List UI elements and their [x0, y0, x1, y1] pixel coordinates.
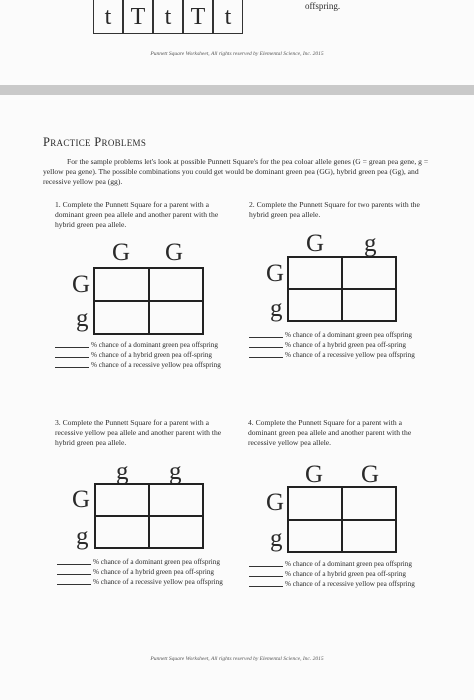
- punnett-square-3[interactable]: [94, 483, 204, 549]
- allele-top-2: g: [169, 458, 182, 485]
- page-title: Practice Problems: [43, 135, 147, 149]
- punnett-cell[interactable]: [149, 268, 204, 301]
- answer-blank[interactable]: [249, 347, 283, 348]
- previous-page-fragment: [0, 0, 474, 85]
- punnett-cell[interactable]: [149, 484, 203, 516]
- punnett-square-1[interactable]: [93, 267, 204, 335]
- answer-label: % chance of a recessive yellow pea offspring: [285, 580, 415, 589]
- answer-blank[interactable]: [249, 576, 283, 577]
- punnett-cell[interactable]: [288, 520, 342, 553]
- answer-line: [57, 578, 227, 587]
- fragment-cell-letter: t: [164, 4, 172, 30]
- fragment-cell-letter: t: [104, 4, 112, 30]
- answer-label: % chance of a hybrid green pea off-spring: [285, 341, 407, 350]
- punnett-cell[interactable]: [288, 487, 342, 520]
- allele-top-1: G: [305, 461, 324, 488]
- answer-label: % chance of a dominant green pea offspring: [91, 341, 218, 349]
- answer-line: [249, 580, 419, 589]
- answer-line: [249, 351, 419, 360]
- punnett-cell[interactable]: [288, 289, 342, 321]
- problem-3-text: 3. Complete the Punnett Square for a parent with a recessive yellow pea allele and another parent with the hybrid green pea allele.: [55, 418, 222, 447]
- answer-label: % chance of a dominant green pea offspring: [285, 331, 412, 339]
- punnett-cell[interactable]: [288, 257, 342, 289]
- answer-blank[interactable]: [57, 574, 91, 575]
- fragment-cell: [213, 0, 243, 34]
- answers-1: [55, 341, 225, 372]
- punnett-square-2[interactable]: [287, 256, 397, 322]
- punnett-cell[interactable]: [95, 516, 149, 548]
- fragment-cell-letter: T: [190, 4, 206, 30]
- allele-top-1: g: [116, 458, 129, 485]
- answer-label: % chance of a hybrid green pea off-spring: [91, 351, 213, 360]
- page-footer: Punnett Square Worksheet, All rights reserved by Elemental Science, Inc. 2015: [150, 656, 324, 662]
- punnett-cell[interactable]: [149, 301, 204, 334]
- intro-paragraph: For the sample problems let's look at possible Punnett Square's for the pea coloar allele genes (G = grean pea gene, g = yellow pea gene). The possible combinations you could get would be dominant green pea (GG), hybrid green pea (Gg), and recessive yellow pea (gg).: [43, 157, 429, 186]
- allele-side-2: g: [270, 525, 283, 552]
- answers-4: [249, 560, 419, 591]
- punnett-cell[interactable]: [342, 257, 396, 289]
- punnett-cell[interactable]: [95, 484, 149, 516]
- punnett-cell[interactable]: [149, 516, 203, 548]
- answer-blank[interactable]: [249, 566, 283, 567]
- answers-3: [57, 558, 227, 589]
- punnett-cell[interactable]: [342, 520, 396, 553]
- answer-line: [249, 341, 419, 350]
- answer-label: % chance of a recessive yellow pea offspring: [91, 361, 221, 370]
- answer-line: [249, 570, 419, 579]
- answer-blank[interactable]: [249, 337, 283, 338]
- allele-side-1: G: [266, 260, 285, 287]
- answer-blank[interactable]: [249, 586, 283, 587]
- answer-label: % chance of a dominant green pea offspring: [285, 560, 412, 568]
- allele-top-2: G: [165, 239, 184, 266]
- answer-label: % chance of a hybrid green pea off-spring: [93, 568, 215, 577]
- allele-side-1: G: [72, 271, 91, 298]
- fragment-offspring-text: offspring.: [305, 1, 341, 11]
- answers-2: [249, 331, 419, 362]
- punnett-cell[interactable]: [94, 268, 149, 301]
- answer-label: % chance of a dominant green pea offspring: [93, 558, 220, 566]
- answer-blank[interactable]: [57, 584, 91, 585]
- answer-blank[interactable]: [55, 357, 89, 358]
- answer-line: [249, 560, 419, 569]
- punnett-cell[interactable]: [94, 301, 149, 334]
- answer-blank[interactable]: [55, 347, 89, 348]
- allele-side-2: g: [270, 295, 283, 322]
- allele-side-1: G: [266, 489, 285, 516]
- allele-side-2: g: [76, 305, 89, 332]
- answer-label: % chance of a recessive yellow pea offspring: [93, 578, 223, 587]
- fragment-cell: [153, 0, 183, 34]
- fragment-cell: [183, 0, 213, 34]
- allele-top-1: G: [306, 230, 325, 257]
- punnett-cell[interactable]: [342, 289, 396, 321]
- fragment-cell-letter: T: [130, 4, 146, 30]
- fragment-cell-letter: t: [224, 4, 232, 30]
- answer-blank[interactable]: [249, 357, 283, 358]
- answer-blank[interactable]: [55, 367, 89, 368]
- answer-line: [249, 331, 419, 340]
- answer-line: [57, 568, 227, 577]
- allele-side-1: G: [72, 486, 91, 513]
- allele-top-1: G: [112, 239, 131, 266]
- problem-4-text: 4. Complete the Punnett Square for a parent with a dominant green pea allele and another parent with the recessive yellow pea allele.: [248, 418, 412, 447]
- allele-side-2: g: [76, 523, 89, 550]
- fragment-cell: [93, 0, 123, 34]
- problem-2-text: 2. Complete the Punnett Square for two parents with the hybrid green pea allele.: [249, 200, 420, 219]
- answer-line: [55, 341, 225, 350]
- punnett-square-4[interactable]: [287, 486, 397, 553]
- fragment-footer: Punnett Square Worksheet, All rights reserved by Elemental Science, Inc. 2015: [150, 51, 324, 57]
- punnett-cell[interactable]: [342, 487, 396, 520]
- answer-label: % chance of a hybrid green pea off-spring: [285, 570, 407, 579]
- answer-blank[interactable]: [57, 564, 91, 565]
- fragment-cell: [123, 0, 153, 34]
- answer-line: [55, 351, 225, 360]
- answer-line: [55, 361, 225, 370]
- answer-line: [57, 558, 227, 567]
- allele-top-2: g: [364, 230, 377, 257]
- answer-label: % chance of a recessive yellow pea offspring: [285, 351, 415, 360]
- problem-1-text: 1. Complete the Punnett Square for a parent with a dominant green pea allele and another parent with the hybrid green pea allele.: [55, 200, 219, 229]
- allele-top-2: G: [361, 461, 380, 488]
